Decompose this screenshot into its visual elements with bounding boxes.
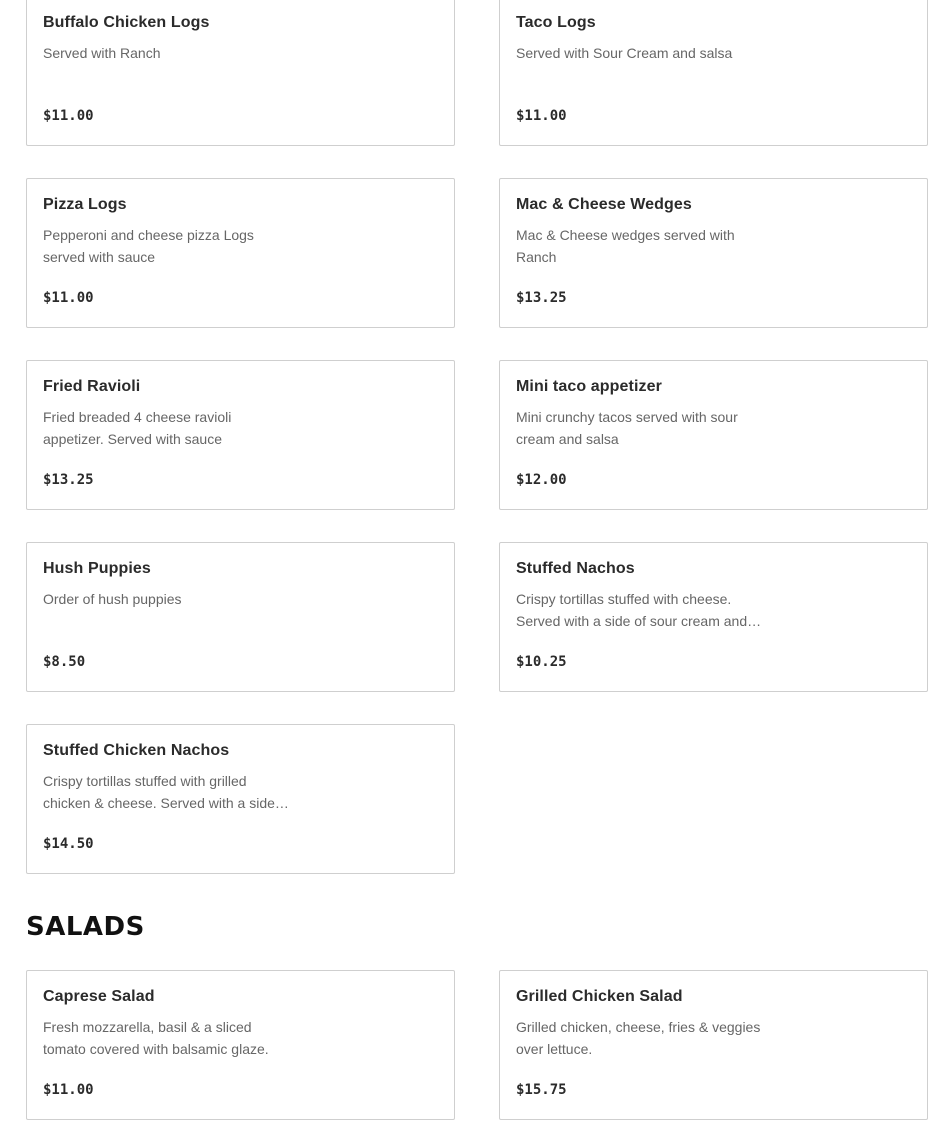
menu-item-description: Fresh mozzarella, basil & a sliced tomato covered with balsamic glaze. xyxy=(43,1019,269,1057)
menu-item-description: Crispy tortillas stuffed with cheese. Served with a side of sour cream and… xyxy=(516,591,762,629)
menu-item-card[interactable] xyxy=(26,724,455,874)
menu-item-card[interactable] xyxy=(26,970,455,1120)
menu-item-description: Mini crunchy tacos served with sour cream and salsa xyxy=(516,409,738,447)
menu-item-description: Served with Sour Cream and salsa xyxy=(516,45,733,61)
menu-item-description: Served with Ranch xyxy=(43,45,161,61)
section-title-salads: SALADS xyxy=(26,912,145,942)
menu-item-name: Mini taco appetizer xyxy=(516,378,662,395)
menu-item-card[interactable] xyxy=(499,360,928,510)
menu-item-card[interactable] xyxy=(499,970,928,1120)
menu-item-price: $11.00 xyxy=(43,290,94,306)
menu-item-name: Stuffed Nachos xyxy=(516,560,635,577)
menu-item-description: Crispy tortillas stuffed with grilled chicken & cheese. Served with a side… xyxy=(43,773,289,811)
menu-item-price: $15.75 xyxy=(516,1082,567,1098)
menu-item-name: Hush Puppies xyxy=(43,560,151,577)
menu-item-description: Grilled chicken, cheese, fries & veggies over lettuce. xyxy=(516,1019,761,1057)
menu-item-description: Order of hush puppies xyxy=(43,591,182,607)
menu-item-name: Mac & Cheese Wedges xyxy=(516,196,692,213)
menu-item-price: $11.00 xyxy=(516,108,567,124)
menu-item-card[interactable] xyxy=(499,178,928,328)
menu-item-name: Caprese Salad xyxy=(43,988,155,1005)
menu-item-description: Fried breaded 4 cheese ravioli appetizer. Served with sauce xyxy=(43,409,232,447)
menu-item-description: Mac & Cheese wedges served with Ranch xyxy=(516,227,735,265)
menu-item-price: $14.50 xyxy=(43,836,94,852)
menu-item-card[interactable] xyxy=(26,178,455,328)
menu-item-name: Grilled Chicken Salad xyxy=(516,988,683,1005)
menu-item-card[interactable] xyxy=(499,0,928,146)
menu-item-price: $8.50 xyxy=(43,654,86,670)
menu-item-price: $13.25 xyxy=(516,290,567,306)
menu-item-description: Pepperoni and cheese pizza Logs served with sauce xyxy=(43,227,254,265)
menu-item-price: $12.00 xyxy=(516,472,567,488)
menu-item-price: $11.00 xyxy=(43,1082,94,1098)
salads-grid xyxy=(26,970,928,1120)
menu-item-card[interactable] xyxy=(499,542,928,692)
menu-item-card[interactable] xyxy=(26,360,455,510)
menu-item-price: $11.00 xyxy=(43,108,94,124)
menu-item-name: Taco Logs xyxy=(516,14,596,31)
menu-item-name: Pizza Logs xyxy=(43,196,127,213)
menu-item-card[interactable] xyxy=(26,542,455,692)
menu-item-card[interactable] xyxy=(26,0,455,146)
menu-item-price: $10.25 xyxy=(516,654,567,670)
appetizers-grid xyxy=(26,0,928,874)
menu-item-name: Buffalo Chicken Logs xyxy=(43,14,210,31)
menu-item-name: Fried Ravioli xyxy=(43,378,141,395)
menu-item-price: $13.25 xyxy=(43,472,94,488)
menu-item-name: Stuffed Chicken Nachos xyxy=(43,742,230,759)
